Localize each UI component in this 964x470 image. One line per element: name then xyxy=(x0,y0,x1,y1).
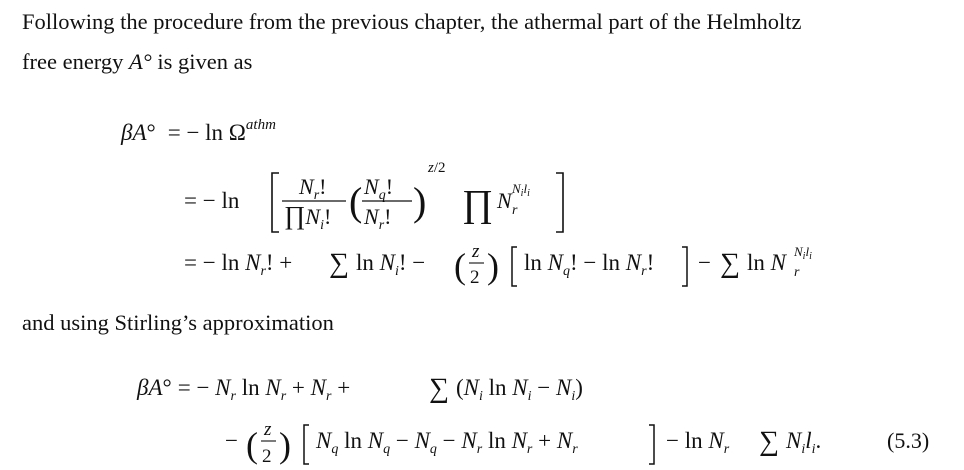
svg-text:r: r xyxy=(794,265,800,280)
paragraph-2: and using Stirling’s approximation xyxy=(22,310,334,335)
svg-text:ln N: ln N xyxy=(747,250,786,275)
text-fragment: is given as xyxy=(151,49,253,74)
equation-5-3-line-2 xyxy=(225,419,929,467)
svg-text:2: 2 xyxy=(262,446,272,467)
svg-text:): ) xyxy=(279,425,291,465)
svg-text:= − ln: = − ln xyxy=(184,188,240,213)
svg-text:2: 2 xyxy=(470,267,480,288)
svg-text:N: N xyxy=(497,188,512,213)
svg-text:(: ( xyxy=(454,246,466,286)
svg-text:r: r xyxy=(512,203,518,218)
svg-text:Nili: $N_il_i$ xyxy=(794,244,812,262)
svg-text:∑: ∑ xyxy=(429,373,449,404)
equation-5-3-line-1 xyxy=(136,373,583,404)
svg-text:Nili.: $N_il_i$. xyxy=(786,428,822,457)
svg-text:− ln Nr: − $\ln N_r$ xyxy=(666,428,730,457)
svg-text:Nr!: $N_r$! xyxy=(364,204,392,233)
svg-text:z/2: z/2 xyxy=(428,160,446,176)
svg-text:ln Ni! −: $\ln N_i$! − xyxy=(356,250,426,279)
svg-text:(: ( xyxy=(246,425,258,465)
svg-text:Nq!: $N_q$! xyxy=(364,174,394,203)
svg-text:−: − xyxy=(225,428,238,453)
svg-text:): ) xyxy=(487,246,499,286)
svg-text:): ) xyxy=(413,179,427,224)
svg-text:z: z xyxy=(264,419,272,440)
svg-text:z: z xyxy=(472,241,480,262)
svg-text:∑: ∑ xyxy=(720,248,740,279)
equation-line-3 xyxy=(184,241,812,288)
equation-line-2 xyxy=(184,160,563,233)
equation-line-1 xyxy=(120,117,276,145)
svg-text:Nili: $N_il_i$ xyxy=(512,181,530,199)
svg-text:ln Nq! − ln Nr!: $\ln N_q$! − $\ln N_r$! xyxy=(524,250,655,279)
svg-text:∑: ∑ xyxy=(329,248,349,279)
svg-text:Nr!: $N_r$! xyxy=(299,174,327,203)
equation-number: (5.3) xyxy=(887,428,930,453)
svg-text:(Ni ln Ni − Ni): ($N_i$ $\ln N_i - N_i$) xyxy=(456,375,583,404)
inline-math-a-degree: A° xyxy=(129,49,152,74)
paragraph-1-line-1: Following the procedure from the previous chapter, the athermal part of the Helmholtz xyxy=(22,9,802,34)
svg-text:∏Ni!: $\prod N_i$! xyxy=(284,201,332,233)
text-fragment: free energy xyxy=(22,49,130,74)
svg-text:βA°= − Nr ln Nr + Nr +: βA° = − $N_r$ $\ln N_r + N_r$ + xyxy=(137,375,351,404)
svg-text:(: ( xyxy=(349,179,363,224)
svg-text:= − ln Nr! +: = − $\ln N_r$! + xyxy=(184,250,293,279)
svg-text:∑: ∑ xyxy=(759,426,779,457)
svg-text:∏: ∏ xyxy=(462,183,494,225)
svg-text:βA°= − ln Ωathm: βA° = − $\ln \Omega^{athm}$ xyxy=(121,117,276,145)
svg-text:Nq ln Nq − Nq − Nr ln Nr + Nr: $N_q$ $\ln N_q - N_q - N_r$ $\ln N_r + N_r$ xyxy=(316,428,578,457)
svg-text:−: − xyxy=(698,250,711,275)
